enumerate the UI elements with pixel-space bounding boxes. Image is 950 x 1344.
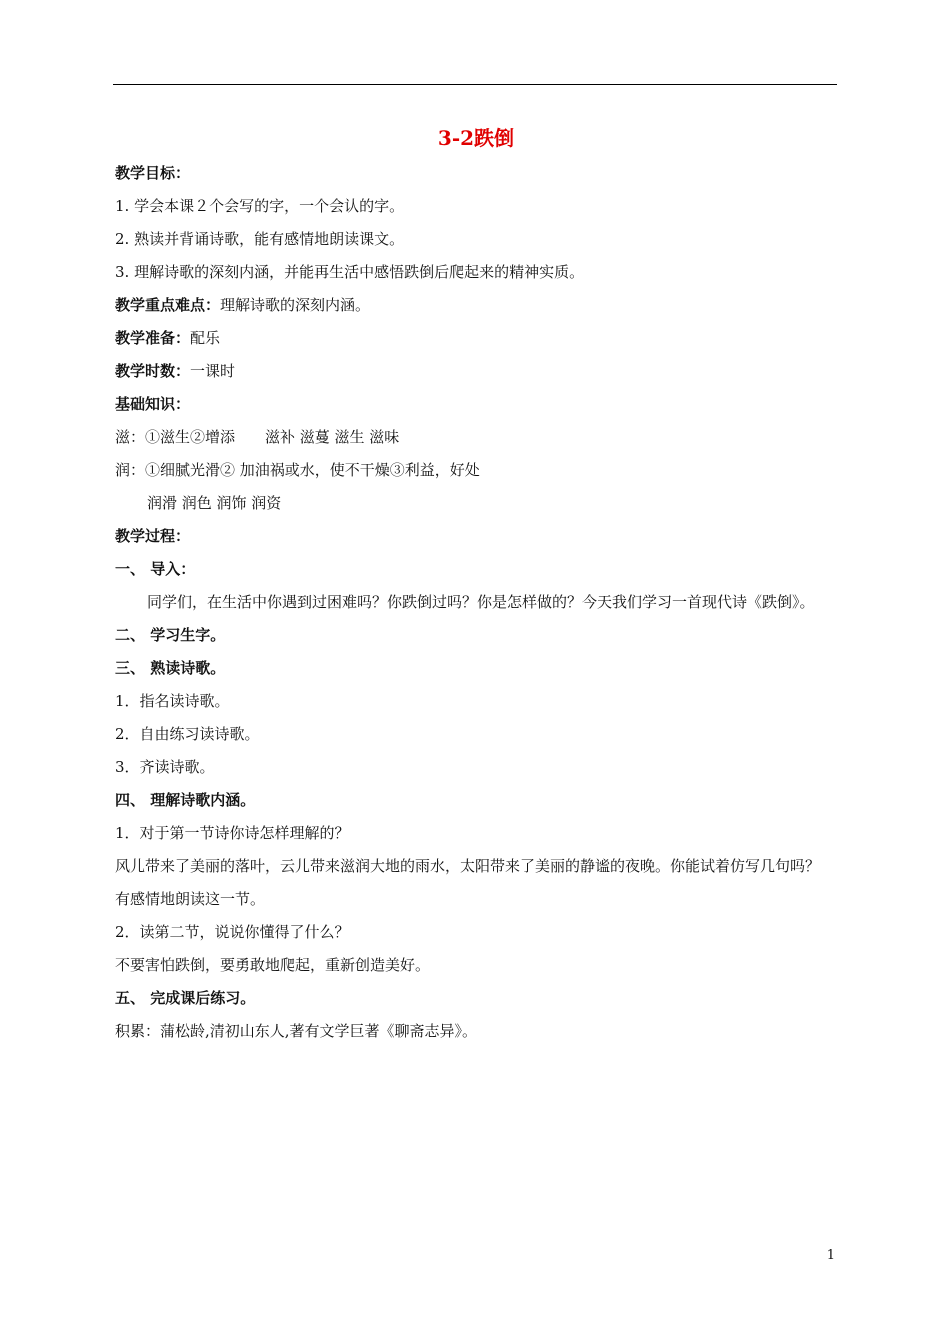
objectives-heading: 教学目标： [115,164,191,182]
section-4-answer-2: 不要害怕跌倒，要勇敢地爬起，重新创造美好。 [115,956,431,974]
section-3-item: 3．齐读诗歌。 [115,758,215,776]
objective-item: 3. 理解诗歌的深刻内涵，并能再生活中感悟跌倒后爬起来的精神实质。 [115,263,585,281]
section-3-title: 三、 熟读诗歌。 [115,659,226,677]
accumulation-note: 积累：蒲松龄,清初山东人,著有文学巨著《聊斋志异》。 [115,1022,478,1040]
hours-value: 一课时 [190,362,236,380]
basics-run: 润：①细腻光滑② 加油祸或水，使不干燥③利益，好处 [115,461,480,479]
section-2-title: 二、 学习生字。 [115,626,226,644]
key-points-value: 理解诗歌的深刻内涵。 [220,296,371,314]
section-1-text: 同学们，在生活中你遇到过困难吗？你跌倒过吗？你是怎样做的？今天我们学习一首现代诗《跌倒》。 [147,593,815,611]
section-4-question-2: 2．读第二节，说说你懂得了什么？ [115,923,350,941]
process-heading: 教学过程： [115,527,191,545]
preparation [115,322,837,355]
teaching-hours [115,355,837,388]
document-body [115,121,837,1048]
preparation-value: 配乐 [190,329,221,347]
section-4-title: 四、 理解诗歌内涵。 [115,791,256,809]
section-4-answer-1: 风儿带来了美丽的落叶，云儿带来滋润大地的雨水，太阳带来了美丽的静谧的夜晚。你能试着仿写几句吗？ [115,857,821,875]
section-3-item: 2．自由练习读诗歌。 [115,725,260,743]
basics-run-words: 润滑 润色 润饰 润资 [147,494,282,512]
section-5-title: 五、 完成课后练习。 [115,989,256,1007]
preparation-label: 教学准备： [115,329,191,347]
section-1-title: 一、 导入： [115,560,196,578]
section-4-answer-1b: 有感情地朗读这一节。 [115,890,266,908]
header-rule [113,84,837,85]
section-4-question-1: 1．对于第一节诗你诗怎样理解的？ [115,824,350,842]
page-number: 1 [826,1248,835,1263]
objective-item: 1. 学会本课２个会写的字，一个会认的字。 [115,197,405,215]
document-title: 3-2跌倒 [437,126,515,150]
basics-zi: 滋：①滋生②增添 滋补 滋蔓 滋生 滋味 [115,428,400,446]
section-3-item: 1．指名读诗歌。 [115,692,230,710]
key-points [115,289,837,322]
key-points-label: 教学重点难点： [115,296,221,314]
basics-heading: 基础知识： [115,395,191,413]
objective-item: 2. 熟读并背诵诗歌，能有感情地朗读课文。 [115,230,405,248]
hours-label: 教学时数： [115,362,191,380]
